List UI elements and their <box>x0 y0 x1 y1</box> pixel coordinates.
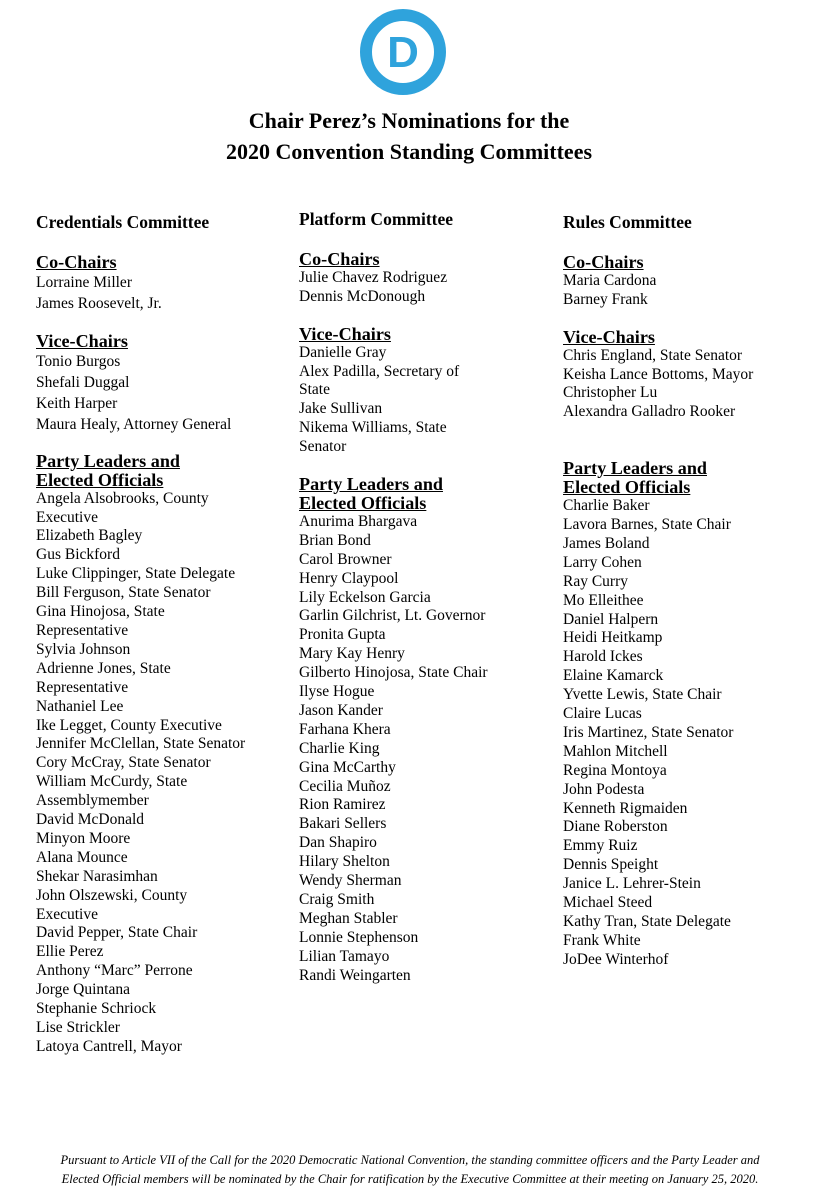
member-name: Yvette Lewis, State Chair <box>563 686 722 704</box>
member-name: Garlin Gilchrist, Lt. Governor <box>299 607 486 625</box>
member-name: David McDonald <box>36 811 145 829</box>
member-name: Charlie Baker <box>563 497 650 515</box>
member-name: Jorge Quintana <box>36 981 130 999</box>
member-name: Nathaniel Lee <box>36 697 124 715</box>
party-leaders-heading: Party Leaders and Elected Officials <box>36 450 180 490</box>
member-name: Julie Chavez Rodriguez <box>299 268 448 286</box>
member-name: Tonio Burgos <box>36 352 121 370</box>
member-name: Jake Sullivan <box>299 400 383 418</box>
vice-chairs-heading: Vice-Chairs <box>563 326 655 347</box>
co-chairs-heading: Co-Chairs <box>36 252 117 272</box>
member-name: Mary Kay Henry <box>299 645 405 663</box>
committee-heading: Platform Committee <box>299 209 454 229</box>
member-name: Keith Harper <box>36 394 118 412</box>
member-name: Shekar Narasimhan <box>36 867 158 885</box>
member-name: Charlie King <box>299 739 380 757</box>
member-name: Craig Smith <box>299 891 375 908</box>
member-name: Dan Shapiro <box>299 834 377 852</box>
member-name: Ilyse Hogue <box>299 683 375 701</box>
member-name: Lily Eckelson Garcia <box>299 588 431 606</box>
member-name: Carol Browner <box>299 550 392 568</box>
member-name: Randi Weingarten <box>299 966 411 984</box>
member-name: Kenneth Rigmaiden <box>563 799 688 817</box>
member-name: Luke Clippinger, State Delegate <box>36 565 236 583</box>
member-name: Gus Bickford <box>36 546 120 564</box>
co-chairs-list <box>563 272 808 310</box>
co-chairs-list <box>36 272 281 314</box>
vice-chairs-heading: Vice-Chairs <box>36 330 128 351</box>
member-name: Michael Steed <box>563 894 653 912</box>
member-name: Ray Curry <box>563 572 629 590</box>
member-name: Kathy Tran, State Delegate <box>563 913 731 930</box>
co-chairs-heading: Co-Chairs <box>299 249 380 269</box>
party-leaders-list <box>563 497 783 970</box>
member-name: Shefali Duggal <box>36 373 130 391</box>
member-name: Alexandra Galladro Rooker <box>563 403 736 421</box>
d-logo-icon <box>359 8 447 96</box>
page-title-line-2: 2020 Convention Standing Committees <box>225 139 593 164</box>
member-name: Lavora Barnes, State Chair <box>563 515 731 533</box>
member-name: JoDee Winterhof <box>563 950 669 968</box>
vice-chairs-heading: Vice-Chairs <box>299 323 391 344</box>
rules-committee-column <box>563 211 808 970</box>
member-name: Iris Martinez, State Senator <box>563 723 734 741</box>
credentials-committee-column <box>36 211 281 1057</box>
member-name: Brian Bond <box>299 531 371 549</box>
member-name: Harold Ickes <box>563 648 643 666</box>
party-leaders-heading: Party Leaders and Elected Officials <box>563 458 707 498</box>
member-name: Dennis McDonough <box>299 287 426 305</box>
member-name: Danielle Gray <box>299 343 387 361</box>
member-name: Bill Ferguson, State Senator <box>36 584 211 602</box>
member-name: Rion Ramirez <box>299 796 386 814</box>
member-name: Chris England, State Senator <box>563 346 743 364</box>
member-name: Cory McCray, State Senator <box>36 754 211 772</box>
member-name: Dennis Speight <box>563 856 659 874</box>
co-chairs-list <box>299 269 544 307</box>
member-name: Elizabeth Bagley <box>36 527 143 545</box>
member-name: Larry Cohen <box>563 553 642 571</box>
member-name: Jennifer McClellan, State Senator <box>36 735 246 753</box>
svg-text:D: D <box>387 28 419 77</box>
member-name: Cecilia Muñoz <box>299 777 391 795</box>
member-name: Angela Alsobrooks, County Executive <box>36 489 209 526</box>
member-name: Diane Roberston <box>563 818 668 836</box>
member-name: Wendy Sherman <box>299 872 402 890</box>
member-name: Anthony “Marc” Perrone <box>36 962 193 980</box>
member-name: James Roosevelt, Jr. <box>36 294 162 312</box>
member-name: Elaine Kamarck <box>563 667 664 685</box>
member-name: Daniel Halpern <box>563 610 659 628</box>
member-name: Gina Hinojosa, State Representative <box>36 603 165 639</box>
party-leaders-list <box>299 513 514 986</box>
member-name: Latoya Cantrell, Mayor <box>36 1037 182 1055</box>
party-leaders-heading: Party Leaders and Elected Officials <box>299 474 443 513</box>
member-name: Regina Montoya <box>563 761 667 779</box>
footnote-line-1: Pursuant to Article VII of the Call for the 2020 Democratic National Convention, the standing committee officers and the Party Leader and <box>60 1153 760 1167</box>
member-name: Lorraine Miller <box>36 273 132 291</box>
member-name: Alana Mounce <box>36 848 128 866</box>
member-name: Christopher Lu <box>563 384 658 402</box>
member-name: Bakari Sellers <box>299 815 387 833</box>
party-leaders-list <box>36 490 246 1057</box>
member-name: Henry Claypool <box>299 569 399 587</box>
vice-chairs-list <box>563 347 768 423</box>
member-name: William McCurdy, State Assemblymember <box>36 773 188 810</box>
committee-heading: Rules Committee <box>563 212 692 232</box>
member-name: Sylvia Johnson <box>36 640 131 658</box>
member-name: Mahlon Mitchell <box>563 742 668 760</box>
member-name: Claire Lucas <box>563 705 642 723</box>
page-title-line-1: Chair Perez’s Nominations for the <box>248 108 570 133</box>
vice-chairs-list <box>36 351 281 435</box>
member-name: Alex Padilla, Secretary of State <box>299 362 460 399</box>
member-name: David Pepper, State Chair <box>36 924 198 942</box>
member-name: Stephanie Schriock <box>36 1000 157 1018</box>
democratic-party-logo <box>359 8 447 96</box>
member-name: Jason Kander <box>299 701 383 719</box>
member-name: Maria Cardona <box>563 271 657 289</box>
member-name: Ike Legget, County Executive <box>36 716 222 734</box>
member-name: Meghan Stabler <box>299 909 398 927</box>
member-name: Nikema Williams, State Senator <box>299 419 447 456</box>
co-chairs-heading: Co-Chairs <box>563 252 644 272</box>
member-name: Lonnie Stephenson <box>299 928 419 946</box>
member-name: Ellie Perez <box>36 943 104 961</box>
committee-heading: Credentials Committee <box>36 212 210 232</box>
member-name: Minyon Moore <box>36 829 131 847</box>
member-name: John Podesta <box>563 780 645 798</box>
member-name: Hilary Shelton <box>299 853 390 871</box>
member-name: Adrienne Jones, State Representative <box>36 659 171 696</box>
member-name: Lise Strickler <box>36 1019 120 1036</box>
member-name: Mo Elleithee <box>563 591 644 609</box>
member-name: Pronita Gupta <box>299 626 386 644</box>
member-name: Emmy Ruiz <box>563 837 638 855</box>
member-name: Maura Healy, Attorney General <box>36 415 232 433</box>
member-name: Barney Frank <box>563 290 648 308</box>
member-name: Gina McCarthy <box>299 758 396 776</box>
member-name: Farhana Khera <box>299 720 391 738</box>
member-name: Lilian Tamayo <box>299 947 390 965</box>
vice-chairs-list <box>299 344 479 457</box>
member-name: Janice L. Lehrer-Stein <box>563 875 701 893</box>
ratification-footnote <box>40 1151 780 1189</box>
member-name: James Boland <box>563 534 650 552</box>
footnote-line-2: Elected Official members will be nominated by the Chair for ratification by the Executive Committee at their meeting on January 25, 2020. <box>61 1172 759 1186</box>
member-name: John Olszewski, County Executive <box>36 886 188 923</box>
member-name: Anurima Bhargava <box>299 512 418 530</box>
member-name: Frank White <box>563 931 641 949</box>
member-name: Gilberto Hinojosa, State Chair <box>299 664 488 682</box>
platform-committee-column <box>299 208 544 986</box>
member-name: Keisha Lance Bottoms, Mayor <box>563 365 754 383</box>
member-name: Heidi Heitkamp <box>563 629 663 647</box>
